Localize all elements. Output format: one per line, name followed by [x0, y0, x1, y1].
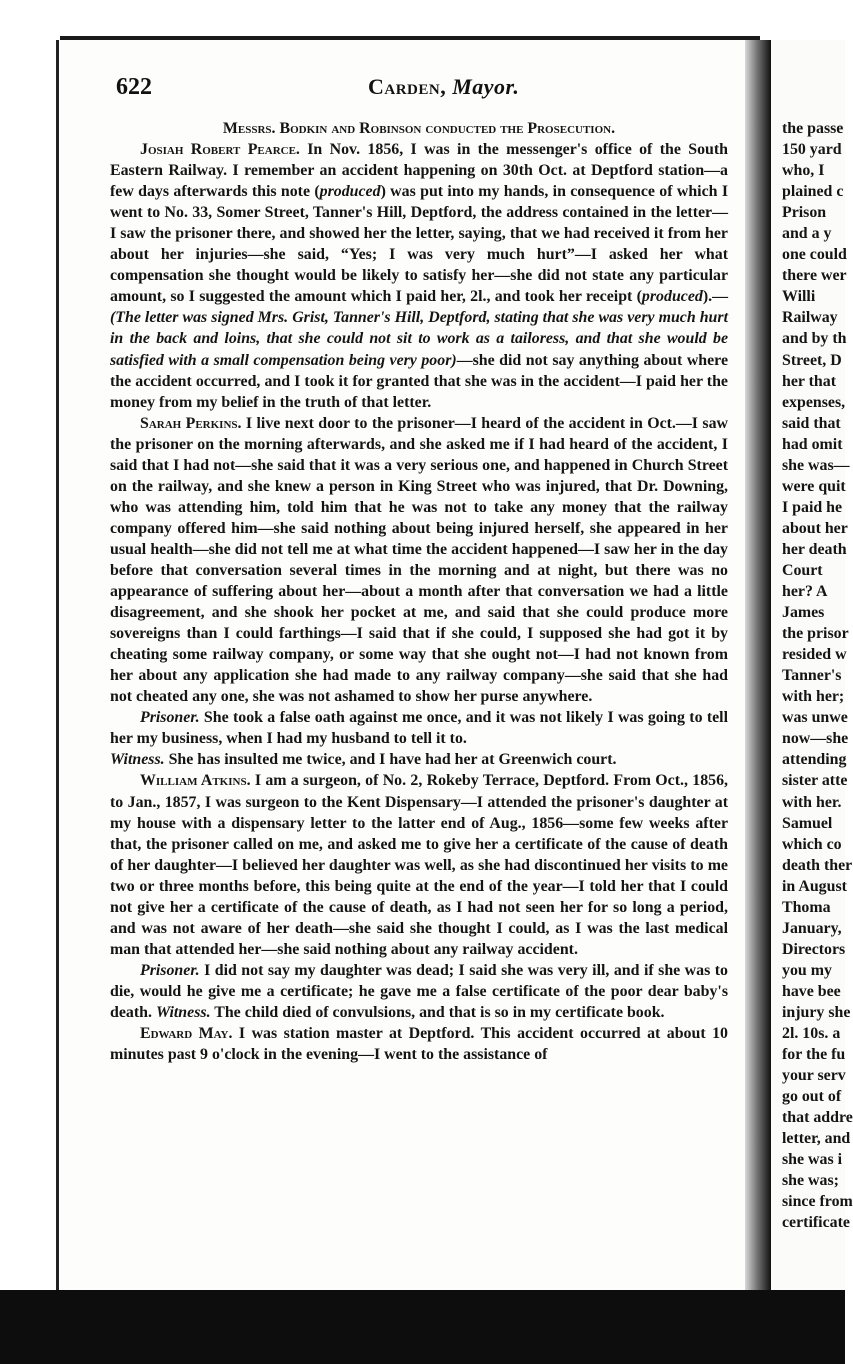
running-head: [368, 74, 519, 100]
right-page-line: Railway: [782, 309, 838, 327]
right-page-line: who, I: [782, 162, 825, 180]
right-page-line: she was;: [782, 1172, 839, 1190]
right-page-line: expenses,: [782, 393, 846, 411]
scan-bottom-band: [0, 1290, 845, 1364]
right-page-line: she was i: [782, 1151, 843, 1169]
right-page-line: 150 yard: [782, 141, 842, 159]
witness-name: Josiah Robert Pearce.: [140, 141, 300, 159]
right-page-line: had omit: [782, 435, 843, 453]
page-edge-line: [56, 40, 59, 1290]
speaker-label: Prisoner.: [140, 961, 200, 979]
right-page-line: 2l. 10s. a: [782, 1025, 841, 1043]
witness-name: Sarah Perkins.: [140, 414, 242, 432]
right-page-line: for the fu: [782, 1046, 846, 1064]
book-fold-shadow: [745, 40, 771, 1290]
right-page-line: with her.: [782, 793, 842, 811]
paragraph-pearce: Josiah Robert Pearce. In Nov. 1856, I was in the messenger's office of the South Eastern Railway. I remember an accident happening on 30th Oct. at Deptford station—a few days afterwards this note (produced) was put into my hands, in consequence of which I went to No. 33, Somer Street, Tanner's Hill, Deptford, the address contained in the letter—I saw the prisoner there, and showed her the letter, saying, that we had received it from her about her injuries—she said, “Yes; I was very much hurt”—I asked her what compensation she thought would be likely to satisfy her—she did not state any particular amount, so I suggested the amount which I paid her, 2l., and took her receipt (produced).—(The letter was signed Mrs. Grist, Tanner's Hill, Deptford, stating that she was very much hurt in the back and loins, that she could not sit to work as a tailoress, and that she would be satisfied with a small compensation being very poor)—she did not say anything about where the accident occurred, and I took it for granted that she was in the accident—I paid her the money from my belief in the truth of that letter.: [110, 141, 728, 411]
right-page-line: have bee: [782, 982, 841, 1000]
paragraph-may: Edward May. I was station master at Deptford. This accident occurred at about 10 minutes past 9 o'clock in the evening—I went to the assistance of: [110, 1025, 728, 1064]
scan-margin: [0, 0, 845, 40]
right-page-line: Thoma: [782, 898, 831, 916]
right-page-line: you my: [782, 961, 832, 979]
top-rule: [60, 36, 760, 40]
right-page-line: January,: [782, 919, 842, 937]
right-page-line: Willi: [782, 288, 816, 306]
right-page-line: attending: [782, 751, 847, 769]
right-page-line: letter, and: [782, 1130, 851, 1148]
letter-summary: (The letter was signed Mrs. Grist, Tanner's Hill, Deptford, stating that she was very much hurt in the back and loins, that she could not sit to work as a tailoress, and that she would be satisfied with a small compensation being very poor): [110, 309, 728, 369]
right-page-line: injury she: [782, 1003, 851, 1021]
right-page-line: resided w: [782, 646, 847, 664]
paragraph-atkins: William Atkins. I am a surgeon, of No. 2, Rokeby Terrace, Deptford. From Oct., 1856, to Jan., 1857, I was surgeon to the Kent Dispensary—I attended the prisoner's daughter at my house with a dispensary letter to the latter end of Aug., 1856—some few weeks after that, the prisoner called on me, and asked me to give her a certificate of the cause of death of her daughter—I believed her daughter was well, as she had discontinued her visits to me two or three months before, this being quite at the end of the year—I told her that I could not give her a certificate of the cause of death, as I had not seen her for so long a period, and was not aware of her death—she said she thought I could, as I was the last medical man that attended her—she said nothing about any railway accident.: [110, 772, 729, 958]
right-page-line: and a y: [782, 225, 832, 243]
right-page-line: the prisor: [782, 625, 849, 643]
right-page-line: that addre: [782, 1109, 853, 1127]
right-page-line: one could: [782, 246, 847, 264]
right-page-line: Prison: [782, 204, 827, 222]
right-page-line: said that: [782, 414, 841, 432]
scan-gutter: [0, 40, 58, 1290]
speaker-label: Witness.: [110, 751, 165, 769]
right-page-line: in August: [782, 877, 847, 895]
right-page-line: her death: [782, 540, 847, 558]
right-page-text-fragment: [782, 118, 852, 1233]
right-page-line: certificate: [782, 1214, 850, 1232]
page-number: 622: [116, 74, 152, 100]
right-page-line: Samuel: [782, 814, 833, 832]
right-page-line: go out of: [782, 1088, 842, 1106]
right-page-line: there wer: [782, 267, 847, 285]
right-page-line: death ther: [782, 856, 853, 874]
running-head-name: Carden,: [368, 74, 447, 99]
witness-name: William Atkins.: [140, 772, 251, 790]
right-page-line: her? A: [782, 583, 828, 601]
paragraph-prisoner-2: Prisoner. I did not say my daughter was dead; I said she was very ill, and if she was to die, would he give me a certificate; he gave me a false certificate of the poor dear baby's death. Witness. The child died of convulsions, and that is so in my certificate book.: [110, 961, 728, 1021]
right-page-line: Court: [782, 561, 823, 579]
right-page-line: the passe: [782, 120, 844, 137]
right-page-line: now—she: [782, 730, 849, 748]
running-head-title: Mayor.: [452, 74, 520, 99]
prosecution-intro: Messrs. Bodkin and Robinson conducted the Prosecution.: [222, 120, 616, 137]
right-page-line: was unwe: [782, 709, 848, 727]
right-page-line: plained c: [782, 183, 844, 201]
right-page-line: Directors: [782, 940, 846, 958]
paragraph-witness-1: Witness. She has insulted me twice, and I have had her at Greenwich court.: [110, 751, 617, 769]
right-page-line: which co: [782, 835, 842, 853]
right-page-line: James: [782, 604, 825, 622]
right-page-line: her that: [782, 372, 836, 390]
speaker-label: Witness.: [155, 1003, 211, 1021]
speaker-label: Prisoner.: [140, 709, 200, 727]
witness-name: Edward May.: [140, 1025, 233, 1043]
right-page-line: I paid he: [782, 498, 843, 516]
right-page-line: with her;: [782, 688, 845, 706]
right-page-line: sister atte: [782, 772, 848, 790]
right-page-line: she was—: [782, 456, 850, 474]
right-page-line: were quit: [782, 477, 846, 495]
right-page-line: since from: [782, 1193, 853, 1211]
right-page-line: about her: [782, 519, 848, 537]
right-page-line: and by th: [782, 330, 847, 348]
page-body-text: [110, 118, 728, 1065]
right-page-line: your serv: [782, 1067, 846, 1085]
right-page-line: Street, D: [782, 351, 842, 369]
page-header: [116, 74, 726, 106]
paragraph-perkins: Sarah Perkins. I live next door to the prisoner—I heard of the accident in Oct.—I saw the prisoner on the morning afterwards, and she asked me if I had heard of the accident, I said that I had not—she said that it was a very serious one, and happened in Church Street on the railway, and she knew a person in King Street who was injured, that Dr. Downing, who was attending him, told him that he was not to take any money that the railway company offered him—she said nothing about being injured herself, she appeared in her usual health—she did not tell me at what time the accident happened—I saw her in the day before that conversation several times in the morning and at night, but there was no appearance of suffering about her—about a month after that conversation we had a little disagreement, and she shook her pocket at me, and said that she could produce more sovereigns than I could farthings—I said that if she could, I supposed she had got it by cheating some railway company, or some way that she ought not—I had not known from her about any application she had made to any railway company—she said that she had not cheated any one, she was not ashamed to show her purse anywhere.: [110, 414, 728, 706]
paragraph-prisoner-1: Prisoner. She took a false oath against me once, and it was not likely I was going to tell her my business, when I had my husband to tell it to.: [110, 709, 728, 748]
right-page-line: Tanner's: [782, 667, 842, 685]
